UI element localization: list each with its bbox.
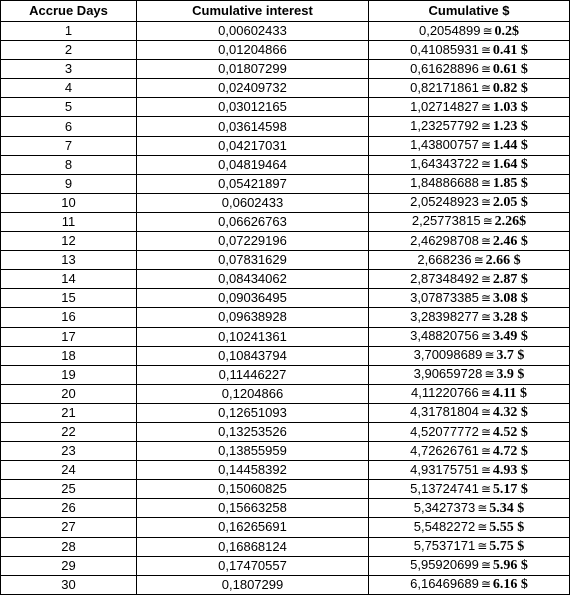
rounded-dollar-value: 2.05 $: [492, 195, 528, 211]
table-row: [1, 155, 570, 174]
approx-equal-symbol: ≅: [482, 23, 493, 38]
rounded-dollar-value: 4.72 $: [492, 443, 528, 459]
cell-cumulative-dollars: [369, 232, 570, 251]
table-row: [1, 232, 570, 251]
cell-cumulative-interest: 0,1204866: [137, 384, 369, 403]
cumulative-value: 4,11220766: [410, 385, 479, 401]
approx-equal-symbol: ≅: [480, 290, 491, 305]
approx-equal-symbol: ≅: [477, 500, 488, 515]
cell-cumulative-dollars: [369, 41, 570, 60]
cell-cumulative-dollars: [369, 422, 570, 441]
rounded-dollar-value: 2.66 $: [485, 252, 521, 268]
cell-accrue-day: 14: [1, 270, 137, 289]
cell-accrue-day: 22: [1, 422, 137, 441]
table-row: [1, 365, 570, 384]
cell-cumulative-dollars: [369, 346, 570, 365]
rounded-dollar-value: 2.26$: [494, 214, 527, 230]
cell-cumulative-interest: 0,01204866: [137, 41, 369, 60]
rounded-dollar-value: 5.34 $: [489, 500, 525, 516]
table-row: [1, 270, 570, 289]
rounded-dollar-value: 3.49 $: [492, 329, 528, 345]
cumulative-value: 0,61628896: [410, 60, 479, 76]
cell-cumulative-dollars: [369, 403, 570, 422]
cell-accrue-day: 28: [1, 537, 137, 556]
cell-accrue-day: 25: [1, 480, 137, 499]
cell-accrue-day: 16: [1, 308, 137, 327]
approx-equal-symbol: ≅: [482, 214, 493, 229]
cell-cumulative-interest: 0,03012165: [137, 98, 369, 117]
approx-equal-symbol: ≅: [480, 99, 491, 114]
cell-accrue-day: 18: [1, 346, 137, 365]
cell-cumulative-interest: 0,06626763: [137, 212, 369, 231]
table-row: [1, 518, 570, 537]
cell-cumulative-interest: 0,03614598: [137, 117, 369, 136]
approx-equal-symbol: ≅: [480, 405, 491, 420]
rounded-dollar-value: 3.7 $: [496, 348, 525, 364]
cell-cumulative-dollars: [369, 384, 570, 403]
cell-accrue-day: 29: [1, 556, 137, 575]
cell-accrue-day: 9: [1, 174, 137, 193]
rounded-dollar-value: 1.03 $: [492, 99, 528, 115]
header-cumulative-dollars: Cumulative $: [369, 1, 570, 22]
rounded-dollar-value: 0.2$: [494, 23, 519, 39]
table-row: [1, 136, 570, 155]
cell-accrue-day: 7: [1, 136, 137, 155]
approx-equal-symbol: ≅: [477, 519, 488, 534]
approx-equal-symbol: ≅: [480, 176, 491, 191]
table-row: [1, 193, 570, 212]
cumulative-value: 5,13724741: [410, 480, 479, 496]
cell-accrue-day: 26: [1, 499, 137, 518]
cell-cumulative-dollars: [369, 461, 570, 480]
approx-equal-symbol: ≅: [480, 80, 491, 95]
approx-equal-symbol: ≅: [480, 61, 491, 76]
cumulative-value: 1,02714827: [410, 98, 479, 114]
approx-equal-symbol: ≅: [480, 481, 491, 496]
cell-accrue-day: 4: [1, 79, 137, 98]
approx-equal-symbol: ≅: [473, 252, 484, 267]
cell-cumulative-interest: 0,02409732: [137, 79, 369, 98]
rounded-dollar-value: 3.08 $: [492, 290, 528, 306]
cumulative-value: 3,90659728: [413, 366, 483, 382]
approx-equal-symbol: ≅: [480, 309, 491, 324]
cell-accrue-day: 23: [1, 442, 137, 461]
cell-cumulative-interest: 0,0602433: [137, 193, 369, 212]
table-row: [1, 174, 570, 193]
cell-cumulative-dollars: [369, 499, 570, 518]
cell-cumulative-dollars: [369, 117, 570, 136]
cumulative-value: 4,31781804: [410, 404, 479, 420]
cell-cumulative-interest: 0,07831629: [137, 251, 369, 270]
cell-cumulative-interest: 0,13253526: [137, 422, 369, 441]
cell-cumulative-interest: 0,07229196: [137, 232, 369, 251]
rounded-dollar-value: 2.87 $: [492, 271, 528, 287]
approx-equal-symbol: ≅: [480, 271, 491, 286]
table-row: [1, 556, 570, 575]
cumulative-value: 3,28398277: [410, 308, 479, 324]
cumulative-value: 2,05248923: [410, 194, 479, 210]
cell-accrue-day: 12: [1, 232, 137, 251]
rounded-dollar-value: 5.75 $: [489, 539, 525, 555]
rounded-dollar-value: 0.82 $: [492, 80, 528, 96]
cell-cumulative-dollars: [369, 79, 570, 98]
cell-cumulative-interest: 0,09638928: [137, 308, 369, 327]
approx-equal-symbol: ≅: [480, 462, 491, 477]
rounded-dollar-value: 1.23 $: [492, 119, 528, 135]
rounded-dollar-value: 1.44 $: [492, 138, 528, 154]
cumulative-value: 1,23257792: [410, 118, 479, 134]
approx-equal-symbol: ≅: [480, 424, 491, 439]
cell-cumulative-dollars: [369, 212, 570, 231]
cell-cumulative-dollars: [369, 22, 570, 41]
cell-cumulative-interest: 0,10241361: [137, 327, 369, 346]
rounded-dollar-value: 5.55 $: [489, 519, 525, 535]
table-row: [1, 346, 570, 365]
cumulative-value: 2,668236: [417, 251, 472, 267]
rounded-dollar-value: 0.41 $: [492, 42, 528, 58]
approx-equal-symbol: ≅: [480, 577, 491, 592]
cell-cumulative-dollars: [369, 251, 570, 270]
header-cumulative-interest: Cumulative interest: [137, 1, 369, 22]
rounded-dollar-value: 4.32 $: [492, 405, 528, 421]
cell-cumulative-interest: 0,04819464: [137, 155, 369, 174]
cumulative-value: 2,87348492: [410, 270, 479, 286]
rounded-dollar-value: 4.93 $: [492, 462, 528, 478]
cell-accrue-day: 5: [1, 98, 137, 117]
cell-cumulative-dollars: [369, 136, 570, 155]
cell-accrue-day: 1: [1, 22, 137, 41]
rounded-dollar-value: 2.46 $: [492, 233, 528, 249]
table-row: [1, 41, 570, 60]
table-row: [1, 442, 570, 461]
cell-accrue-day: 17: [1, 327, 137, 346]
cell-cumulative-interest: 0,12651093: [137, 403, 369, 422]
cumulative-value: 4,52077772: [410, 423, 479, 439]
approx-equal-symbol: ≅: [480, 558, 491, 573]
table-row: [1, 308, 570, 327]
approx-equal-symbol: ≅: [484, 367, 495, 382]
cell-accrue-day: 8: [1, 155, 137, 174]
cumulative-value: 4,93175751: [410, 461, 479, 477]
rounded-dollar-value: 5.17 $: [492, 481, 528, 497]
cumulative-value: 0,2054899: [418, 22, 481, 38]
table-row: [1, 117, 570, 136]
rounded-dollar-value: 1.85 $: [492, 176, 528, 192]
cell-accrue-day: 30: [1, 575, 137, 594]
cumulative-value: 2,25773815: [411, 213, 481, 229]
cell-cumulative-dollars: [369, 575, 570, 594]
cumulative-value: 0,82171861: [410, 79, 479, 95]
cell-cumulative-interest: 0,15060825: [137, 480, 369, 499]
cell-accrue-day: 6: [1, 117, 137, 136]
rounded-dollar-value: 6.16 $: [492, 577, 528, 593]
rounded-dollar-value: 5.96 $: [492, 558, 528, 574]
table-row: [1, 575, 570, 594]
table-row: [1, 79, 570, 98]
cell-cumulative-interest: 0,08434062: [137, 270, 369, 289]
cumulative-value: 5,3427373: [413, 499, 476, 515]
cell-accrue-day: 19: [1, 365, 137, 384]
rounded-dollar-value: 4.52 $: [492, 424, 528, 440]
cell-cumulative-dollars: [369, 270, 570, 289]
approx-equal-symbol: ≅: [480, 119, 491, 134]
rounded-dollar-value: 1.64 $: [492, 157, 528, 173]
cumulative-value: 3,07873385: [410, 289, 479, 305]
cell-cumulative-interest: 0,01807299: [137, 60, 369, 79]
cumulative-value: 3,48820756: [410, 328, 479, 344]
cell-cumulative-dollars: [369, 327, 570, 346]
table-row: [1, 480, 570, 499]
cell-accrue-day: 20: [1, 384, 137, 403]
table-header-row: [1, 1, 570, 22]
cell-accrue-day: 24: [1, 461, 137, 480]
approx-equal-symbol: ≅: [480, 443, 491, 458]
cell-cumulative-dollars: [369, 365, 570, 384]
table-row: [1, 537, 570, 556]
cell-cumulative-dollars: [369, 308, 570, 327]
cumulative-value: 2,46298708: [410, 232, 479, 248]
cell-cumulative-interest: 0,1807299: [137, 575, 369, 594]
cumulative-value: 5,7537171: [413, 538, 476, 554]
cell-accrue-day: 3: [1, 60, 137, 79]
table-row: [1, 499, 570, 518]
rounded-dollar-value: 4.11 $: [492, 386, 527, 402]
cell-cumulative-dollars: [369, 537, 570, 556]
cell-cumulative-interest: 0,11446227: [137, 365, 369, 384]
cell-accrue-day: 10: [1, 193, 137, 212]
cell-accrue-day: 15: [1, 289, 137, 308]
approx-equal-symbol: ≅: [480, 195, 491, 210]
approx-equal-symbol: ≅: [480, 329, 491, 344]
cell-cumulative-dollars: [369, 155, 570, 174]
rounded-dollar-value: 3.9 $: [496, 367, 525, 383]
table-row: [1, 251, 570, 270]
cumulative-value: 1,43800757: [410, 137, 479, 153]
table-row: [1, 289, 570, 308]
table-row: [1, 327, 570, 346]
table-row: [1, 22, 570, 41]
cell-accrue-day: 13: [1, 251, 137, 270]
table-row: [1, 212, 570, 231]
approx-equal-symbol: ≅: [480, 386, 491, 401]
cell-cumulative-interest: 0,10843794: [137, 346, 369, 365]
approx-equal-symbol: ≅: [480, 138, 491, 153]
header-accrue-days: Accrue Days: [1, 1, 137, 22]
cumulative-value: 5,5482272: [413, 518, 476, 534]
cell-cumulative-interest: 0,09036495: [137, 289, 369, 308]
cumulative-value: 5,95920699: [410, 557, 479, 573]
table-row: [1, 60, 570, 79]
cell-cumulative-dollars: [369, 174, 570, 193]
table-body: [1, 22, 570, 595]
cell-cumulative-interest: 0,13855959: [137, 442, 369, 461]
cumulative-value: 0,41085931: [410, 41, 479, 57]
cell-cumulative-interest: 0,00602433: [137, 22, 369, 41]
cell-cumulative-dollars: [369, 193, 570, 212]
approx-equal-symbol: ≅: [484, 348, 495, 363]
cell-accrue-day: 27: [1, 518, 137, 537]
cell-cumulative-interest: 0,16868124: [137, 537, 369, 556]
cell-accrue-day: 11: [1, 212, 137, 231]
cell-cumulative-interest: 0,05421897: [137, 174, 369, 193]
cumulative-value: 4,72626761: [410, 442, 479, 458]
cumulative-value: 6,16469689: [410, 576, 479, 592]
cell-cumulative-interest: 0,16265691: [137, 518, 369, 537]
cell-cumulative-interest: 0,04217031: [137, 136, 369, 155]
cumulative-value: 1,64343722: [410, 156, 479, 172]
cell-cumulative-dollars: [369, 556, 570, 575]
cell-cumulative-dollars: [369, 60, 570, 79]
cumulative-value: 3,70098689: [413, 347, 483, 363]
table-row: [1, 403, 570, 422]
cell-accrue-day: 2: [1, 41, 137, 60]
cell-cumulative-dollars: [369, 289, 570, 308]
approx-equal-symbol: ≅: [480, 157, 491, 172]
table-row: [1, 384, 570, 403]
table-row: [1, 461, 570, 480]
table-row: [1, 422, 570, 441]
approx-equal-symbol: ≅: [480, 42, 491, 57]
cell-cumulative-dollars: [369, 518, 570, 537]
table-row: [1, 98, 570, 117]
cell-cumulative-dollars: [369, 480, 570, 499]
cell-cumulative-interest: 0,14458392: [137, 461, 369, 480]
cumulative-value: 1,84886688: [410, 175, 479, 191]
rounded-dollar-value: 0.61 $: [492, 61, 528, 77]
rounded-dollar-value: 3.28 $: [492, 309, 528, 325]
cell-cumulative-interest: 0,15663258: [137, 499, 369, 518]
cell-cumulative-dollars: [369, 442, 570, 461]
cell-cumulative-dollars: [369, 98, 570, 117]
approx-equal-symbol: ≅: [477, 539, 488, 554]
cell-cumulative-interest: 0,17470557: [137, 556, 369, 575]
cell-accrue-day: 21: [1, 403, 137, 422]
approx-equal-symbol: ≅: [480, 233, 491, 248]
